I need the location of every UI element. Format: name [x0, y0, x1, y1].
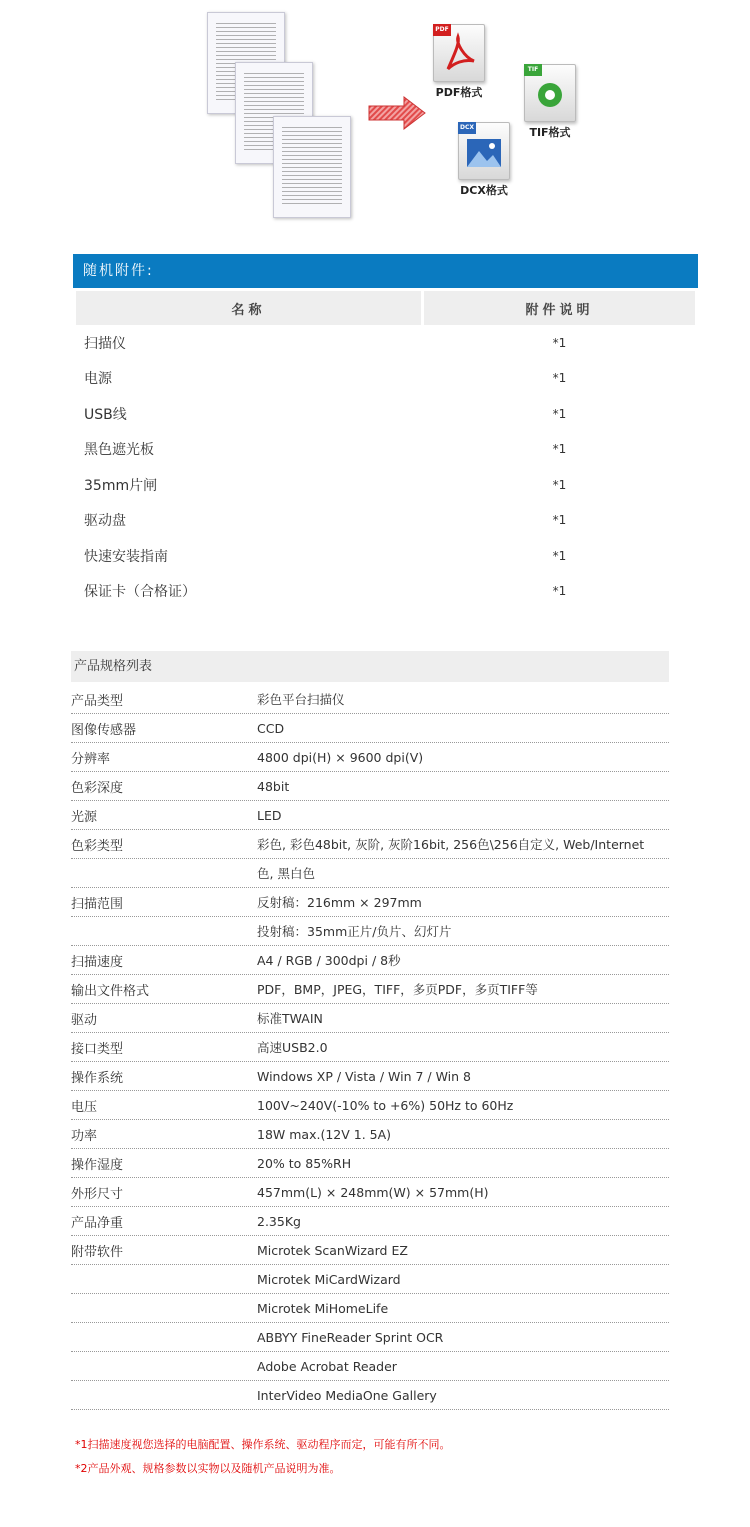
spec-row [71, 1004, 669, 1033]
spec-key: 色彩深度 [71, 780, 124, 796]
spec-value: 18W max.(12V 1. 5A) [257, 1126, 392, 1142]
tif-icon [524, 64, 576, 122]
scanned-documents [205, 10, 365, 220]
spec-row [71, 1352, 669, 1381]
spec-key: 操作湿度 [71, 1157, 124, 1173]
pdf-tag: PDF [433, 24, 451, 36]
accessory-name: 驱动盘 [84, 513, 126, 530]
table-row [76, 467, 695, 503]
spec-value: LED [257, 807, 282, 823]
spec-value: Adobe Acrobat Reader [257, 1358, 397, 1374]
spec-value: PDF，BMP，JPEG，TIFF，多页PDF，多页TIFF等 [257, 982, 538, 997]
dcx-format-label: DCX格式 [460, 184, 508, 197]
footnote: *2产品外观、规格参数以实物以及随机产品说明为准。 [75, 1462, 341, 1475]
specs-table [71, 685, 669, 1410]
spec-key: 驱动 [71, 1012, 98, 1028]
spec-key: 光源 [71, 809, 98, 825]
spec-row [71, 1265, 669, 1294]
accessory-name: 保证卡（合格证） [84, 584, 196, 601]
spec-key: 扫描速度 [71, 954, 124, 970]
spec-value: A4 / RGB / 300dpi / 8秒 [257, 953, 401, 968]
spec-key: 图像传感器 [71, 722, 137, 738]
table-row [76, 325, 695, 361]
accessory-name: 快速安装指南 [84, 548, 168, 565]
accessories-heading: 随机附件: [73, 254, 698, 288]
table-row [76, 538, 695, 574]
spec-row [71, 1062, 669, 1091]
pdf-format [428, 24, 490, 100]
spec-row [71, 1033, 669, 1062]
spec-key: 分辨率 [71, 751, 111, 767]
accessory-quantity: *1 [552, 584, 567, 599]
table-row [76, 574, 695, 610]
dcx-tag: DCX [458, 122, 476, 134]
accessory-name: USB线 [84, 406, 127, 423]
spec-value: 高速USB2.0 [257, 1040, 328, 1055]
spec-row [71, 975, 669, 1004]
spec-row [71, 859, 669, 888]
spec-key: 功率 [71, 1128, 98, 1144]
specs-heading: 产品规格列表 [71, 651, 669, 682]
spec-value: Windows XP / Vista / Win 7 / Win 8 [257, 1068, 471, 1084]
accessory-quantity: *1 [552, 442, 567, 457]
spec-key: 扫描范围 [71, 896, 124, 912]
spec-row [71, 1091, 669, 1120]
spec-key: 外形尺寸 [71, 1186, 124, 1202]
tif-format [519, 64, 581, 140]
spec-key: 输出文件格式 [71, 983, 150, 999]
spec-value: 48bit [257, 778, 290, 794]
spec-row [71, 1178, 669, 1207]
spec-row [71, 830, 669, 859]
spec-row [71, 772, 669, 801]
accessories-body [76, 325, 695, 609]
accessory-quantity: *1 [552, 513, 567, 528]
spec-row [71, 1207, 669, 1236]
accessory-quantity: *1 [552, 406, 567, 421]
dcx-icon [458, 122, 510, 180]
spec-key: 产品净重 [71, 1215, 124, 1231]
spec-value: 彩色, 彩色48bit, 灰阶, 灰阶16bit, 256色\256自定义, Web/Internet [257, 837, 645, 852]
accessory-name: 扫描仪 [84, 335, 126, 352]
spec-key: 附带软件 [71, 1244, 124, 1260]
spec-value: Microtek ScanWizard EZ [257, 1242, 408, 1258]
accessory-name: 黑色遮光板 [84, 442, 154, 459]
accessory-quantity: *1 [552, 371, 567, 386]
accessory-quantity: *1 [552, 477, 567, 492]
accessory-quantity: *1 [552, 335, 567, 350]
spec-row [71, 714, 669, 743]
spec-value: 彩色平台扫描仪 [257, 692, 345, 707]
document-page [273, 116, 351, 218]
accessory-name: 35mm片闸 [84, 477, 158, 494]
spec-row [71, 888, 669, 917]
spec-key: 色彩类型 [71, 838, 124, 854]
spec-value: 457mm(L) × 248mm(W) × 57mm(H) [257, 1184, 489, 1200]
spec-value: 反射稿：216mm × 297mm [257, 895, 422, 910]
arrow-right-icon [368, 96, 426, 130]
accessories-table [73, 291, 698, 609]
spec-row [71, 743, 669, 772]
spec-row [71, 1294, 669, 1323]
spec-row [71, 1381, 669, 1410]
table-row [76, 432, 695, 468]
table-row [76, 361, 695, 397]
spec-key: 接口类型 [71, 1041, 124, 1057]
table-row [76, 503, 695, 539]
spec-row [71, 1120, 669, 1149]
footnotes [75, 1433, 451, 1481]
column-header-name: 名称 [76, 291, 421, 325]
spec-value: InterVideo MediaOne Gallery [257, 1387, 437, 1403]
accessory-quantity: *1 [552, 548, 567, 563]
pdf-icon [433, 24, 485, 82]
dcx-format [453, 122, 515, 198]
accessory-name: 电源 [84, 371, 112, 388]
spec-row [71, 685, 669, 714]
spec-value: 4800 dpi(H) × 9600 dpi(V) [257, 749, 424, 765]
spec-value: 标准TWAIN [257, 1011, 323, 1026]
column-header-description: 附件说明 [424, 291, 695, 325]
spec-value: Microtek MiHomeLife [257, 1300, 389, 1316]
spec-row [71, 917, 669, 946]
spec-value: 色, 黑白色 [257, 866, 315, 881]
spec-key: 操作系统 [71, 1070, 124, 1086]
spec-value: Microtek MiCardWizard [257, 1271, 401, 1287]
spec-value: CCD [257, 720, 285, 736]
spec-value: 投射稿：35mm正片/负片、幻灯片 [257, 924, 452, 939]
spec-key: 电压 [71, 1099, 98, 1115]
spec-row [71, 946, 669, 975]
spec-value: 100V~240V(-10% to +6%) 50Hz to 60Hz [257, 1097, 514, 1113]
tif-tag: TIF [524, 64, 542, 76]
spec-value: 20% to 85%RH [257, 1155, 352, 1171]
spec-row [71, 1323, 669, 1352]
spec-key: 产品类型 [71, 693, 124, 709]
hero-illustration [0, 0, 750, 230]
pdf-format-label: PDF格式 [435, 86, 483, 99]
spec-value: 2.35Kg [257, 1213, 301, 1229]
table-row [76, 396, 695, 432]
spec-row [71, 801, 669, 830]
tif-format-label: TIF格式 [529, 126, 571, 139]
footnote: *1扫描速度视您选择的电脑配置、操作系统、驱动程序而定，可能有所不同。 [75, 1438, 451, 1451]
spec-value: ABBYY FineReader Sprint OCR [257, 1329, 444, 1345]
spec-row [71, 1149, 669, 1178]
spec-row [71, 1236, 669, 1265]
